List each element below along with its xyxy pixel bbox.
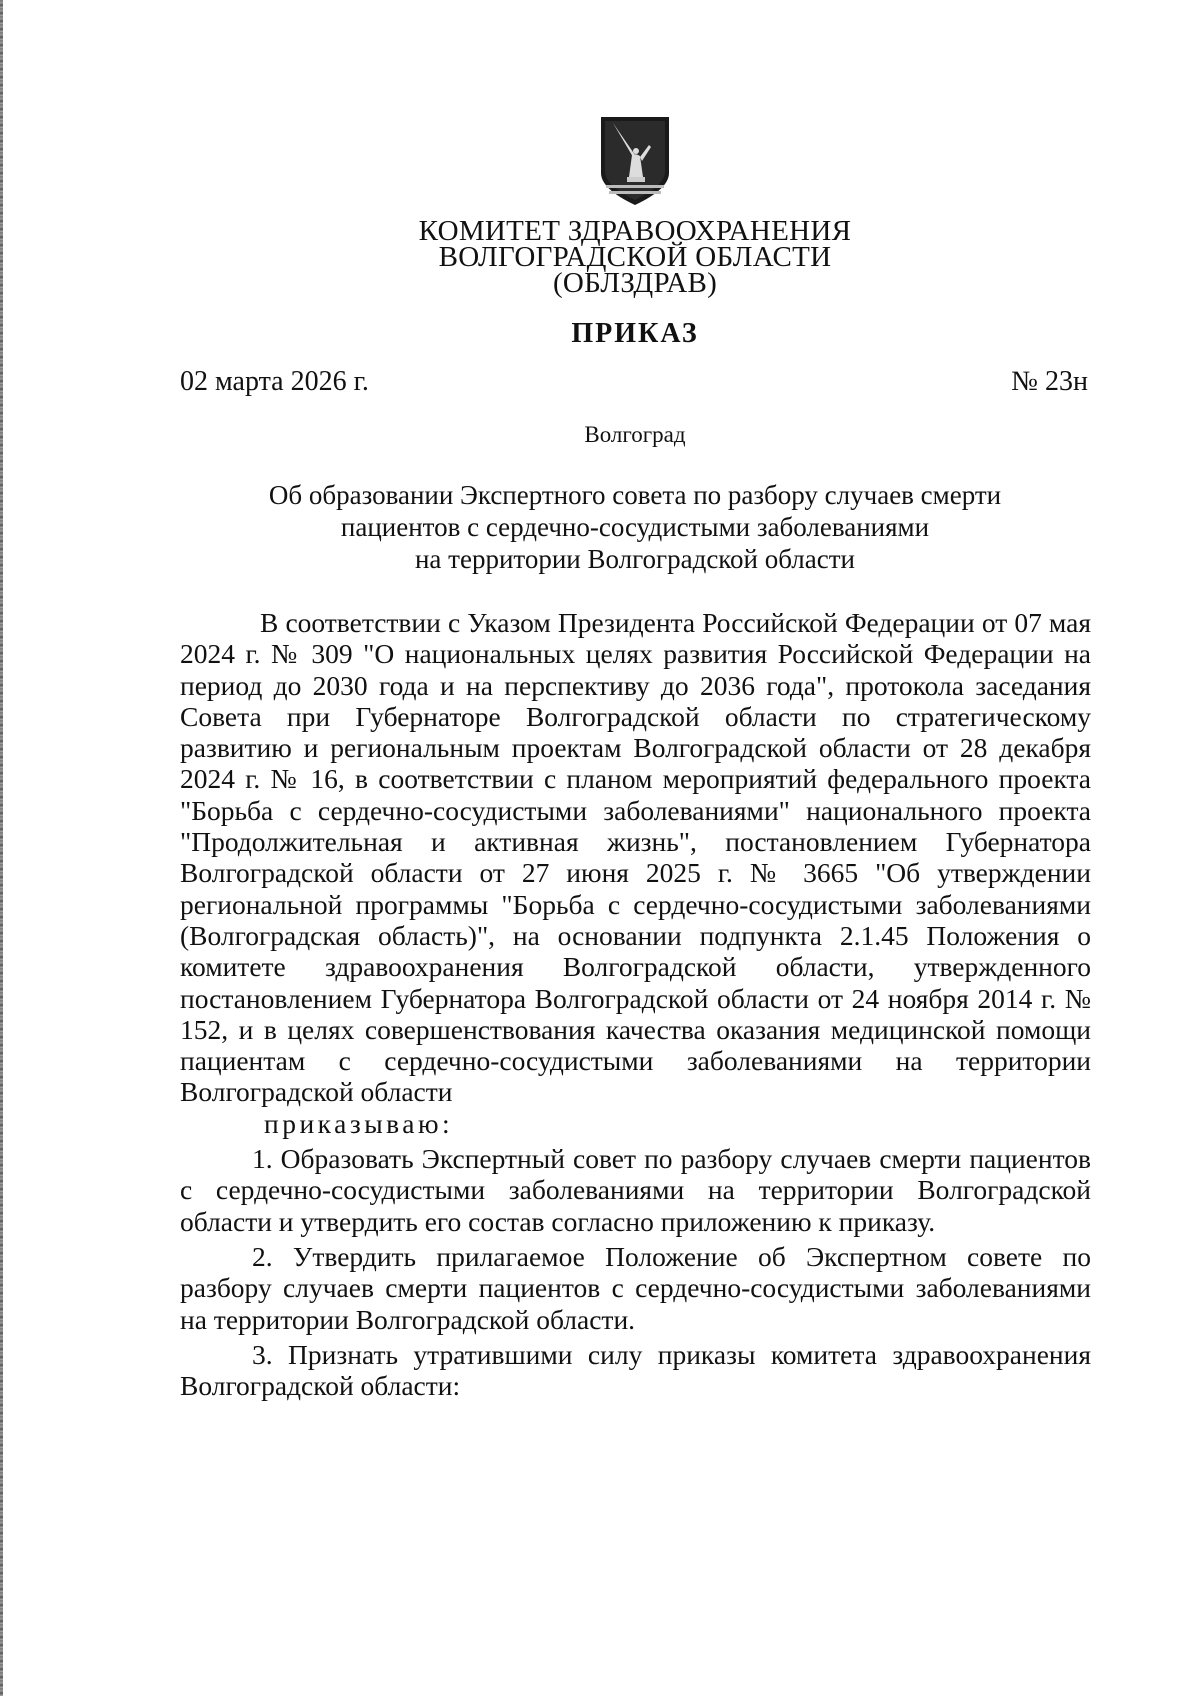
order-item: 1. Образовать Экспертный совет по разбору случаев смерти пациентов с сердечно-сосудистыми заболеваниями на территории Волгоградской области и утвердить его состав согласно приложению к приказу. <box>180 1143 1091 1237</box>
document-body <box>180 607 1091 1401</box>
city: Волгоград <box>584 422 686 447</box>
document-number: № 23н <box>1011 366 1088 397</box>
order-item: 3. Признать утратившими силу приказы комитета здравоохранения Волгоградской области: <box>180 1338 1091 1402</box>
title-line-1: Об образовании Экспертного совета по разбору случаев смерти <box>268 480 1002 510</box>
order-word: приказываю: <box>264 1107 454 1139</box>
header-line-2: ВОЛГОГРАДСКОЙ ОБЛАСТИ <box>438 241 832 273</box>
preamble-paragraph: В соответствии с Указом Президента Российской Федерации от 07 мая 2024 г. № 309 "О национальных целях развития Российской Федерации на период до 2030 года и на перспективу до 2036 года", протокола заседания Совета при Губернаторе Волгоградской области по стратегическому развитию и региональным проектам Волгоградской области от 28 декабря 2024 г. № 16, в соответствии с планом мероприятий федерального проекта "Борьба с сердечно-сосудистыми заболеваниями" национального проекта "Продолжительная и активная жизнь", постановлением Губернатора Волгоградской области от 27 июня 2025 г. № 3665 "Об утверждении региональной программы "Борьба с сердечно-сосудистыми заболеваниями (Волгоградская область)", на основании подпункта 2.1.45 Положения о комитете здравоохранения Волгоградской области, утвержденного постановлением Губернатора Волгоградской области от 24 ноября 2014 г. № 152, и в целях совершенствования качества оказания медицинской помощи пациентам с сердечно-сосудистыми заболеваниями на территории Волгоградской области <box>180 607 1091 1108</box>
document-date: 02 марта 2026 г. <box>180 366 369 397</box>
organization-header <box>300 215 970 299</box>
document-title <box>220 479 1050 575</box>
coat-of-arms-icon <box>599 115 671 207</box>
title-line-2: пациентов с сердечно-сосудистыми заболеваниями <box>340 512 930 542</box>
header-line-1: КОМИТЕТ ЗДРАВООХРАНЕНИЯ <box>418 215 852 247</box>
title-line-3: на территории Волгоградской области <box>414 544 855 574</box>
scan-edge <box>0 0 3 1696</box>
header-line-3: (ОБЛЗДРАВ) <box>552 267 718 299</box>
document-type: ПРИКАЗ <box>571 318 699 349</box>
order-item: 2. Утвердить прилагаемое Положение об Экспертном совете по разбору случаев смерти пациентов с сердечно-сосудистыми заболеваниями на территории Волгоградской области. <box>180 1240 1091 1335</box>
